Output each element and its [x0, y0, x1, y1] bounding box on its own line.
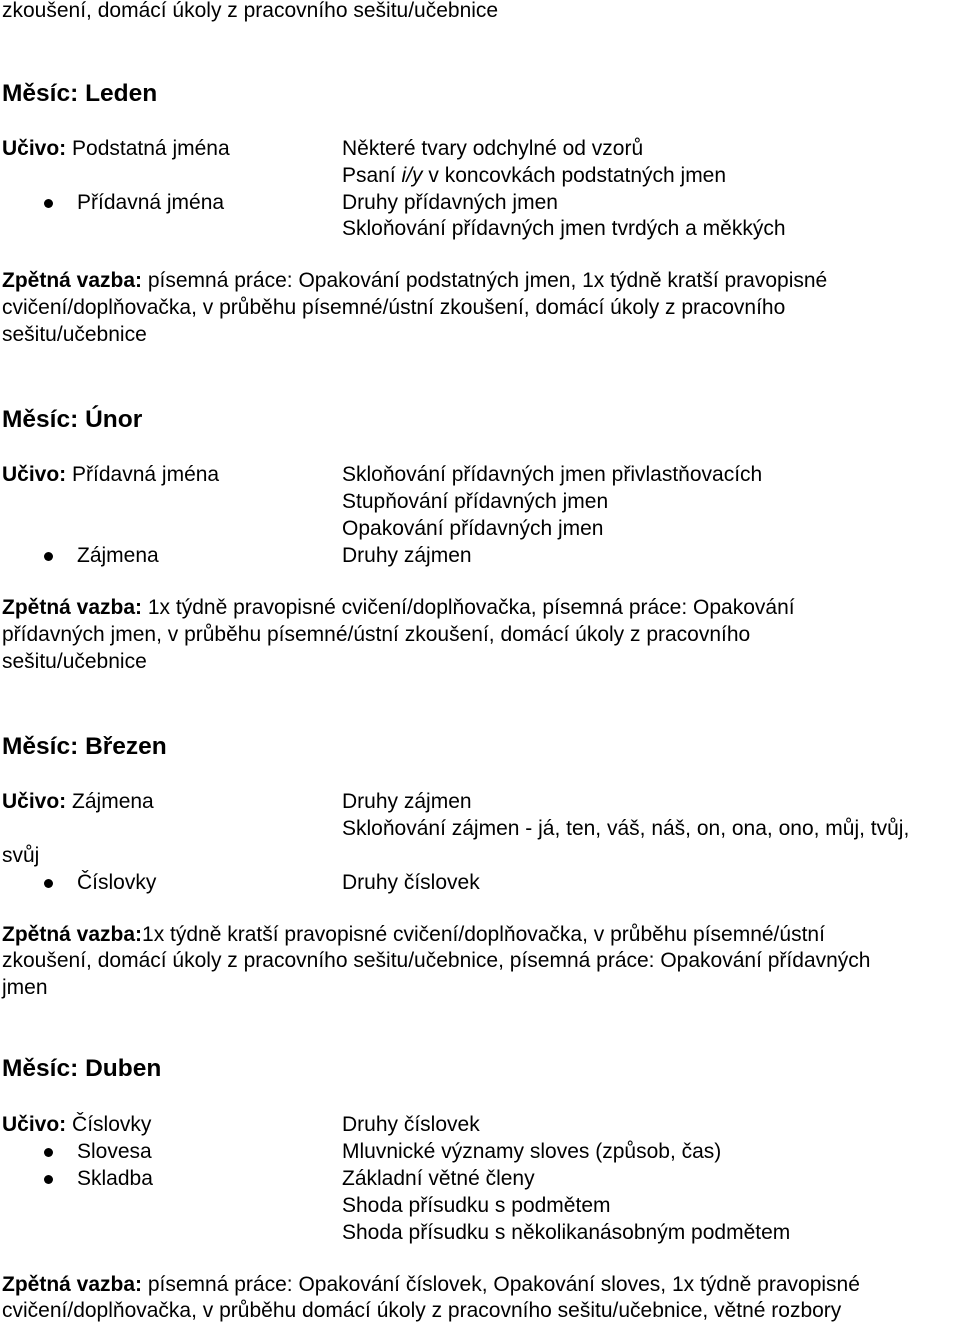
topic-item: Přídavná jména — [72, 463, 220, 486]
feedback-line — [2, 595, 795, 622]
feedback-label: Zpětná vazba: — [2, 269, 143, 292]
curriculum-item: Skloňování přídavných jmen tvrdých a měkkých — [342, 217, 786, 240]
curriculum-item: Základní větné členy — [342, 1167, 535, 1190]
month-heading-unor — [2, 407, 142, 434]
curriculum-item: Druhy zájmen — [342, 790, 472, 813]
feedback-line — [2, 1272, 860, 1299]
month-heading-duben — [2, 1056, 161, 1083]
month-label: Měsíc: — [2, 1055, 79, 1082]
bullet-icon — [44, 879, 53, 888]
topic-line — [2, 1112, 151, 1139]
top-continuation-line: zkoušení, domácí úkoly z pracovního sešitu/učebnice — [2, 0, 499, 22]
month-name: Březen — [85, 733, 167, 760]
feedback-text: přídavných jmen, v průběhu písemné/ústní zkoušení, domácí úkoly z pracovního — [2, 623, 751, 646]
feedback-text: jmen — [2, 976, 48, 999]
topic-label: Učivo: — [2, 1113, 67, 1136]
topic-item: Zájmena — [72, 790, 154, 813]
feedback-text: zkoušení, domácí úkoly z pracovního sešitu/učebnice, písemná práce: Opakování přídavných — [2, 949, 871, 972]
curriculum-item: Mluvnické významy sloves (způsob, čas) — [342, 1140, 722, 1163]
curriculum-italic: i/y — [401, 164, 423, 187]
topic-item: Podstatná jména — [72, 137, 230, 160]
feedback-text: sešitu/učebnice — [2, 650, 147, 673]
feedback-text: sešitu/učebnice — [2, 323, 147, 346]
month-name: Leden — [85, 80, 158, 107]
curriculum-item: Stupňování přídavných jmen — [342, 490, 609, 513]
curriculum-item-wrap: svůj — [2, 844, 40, 867]
month-label: Měsíc: — [2, 733, 79, 760]
curriculum-item: Shoda přísudku s několikanásobným podmětem — [342, 1221, 791, 1244]
curriculum-item: Druhy přídavných jmen — [342, 191, 558, 214]
feedback-text: písemná práce: Opakování číslovek, Opakování sloves, 1x týdně pravopisné — [142, 1273, 860, 1296]
feedback-line — [2, 268, 827, 295]
feedback-line — [2, 922, 825, 949]
feedback-text: písemná práce: Opakování podstatných jmen, 1x týdně kratší pravopisné — [142, 269, 828, 292]
topic-label: Učivo: — [2, 790, 67, 813]
curriculum-item: Skloňování přídavných jmen přivlastňovacích — [342, 463, 763, 486]
feedback-label: Zpětná vazba: — [2, 923, 143, 946]
curriculum-item: Opakování přídavných jmen — [342, 517, 604, 540]
topic-item: Číslovky — [77, 871, 157, 894]
month-name: Duben — [85, 1055, 162, 1082]
curriculum-item: Některé tvary odchylné od vzorů — [342, 137, 644, 160]
curriculum-item: Druhy zájmen — [342, 544, 472, 567]
topic-item: Zájmena — [77, 544, 159, 567]
curriculum-item: Shoda přísudku s podmětem — [342, 1194, 611, 1217]
topic-item: Přídavná jména — [77, 191, 225, 214]
topic-item: Skladba — [77, 1167, 153, 1190]
curriculum-item: Druhy číslovek — [342, 871, 480, 894]
topic-label: Učivo: — [2, 463, 67, 486]
topic-line — [2, 462, 219, 489]
topic-item: Číslovky — [72, 1113, 152, 1136]
curriculum-text: Psaní — [342, 164, 402, 187]
curriculum-text: v koncovkách podstatných jmen — [422, 164, 727, 187]
feedback-label: Zpětná vazba: — [2, 1273, 143, 1296]
month-label: Měsíc: — [2, 80, 79, 107]
bullet-icon — [44, 1148, 53, 1157]
curriculum-item: Druhy číslovek — [342, 1113, 480, 1136]
month-heading-leden — [2, 81, 157, 108]
topic-line — [2, 136, 230, 163]
month-label: Měsíc: — [2, 406, 79, 433]
feedback-text: 1x týdně kratší pravopisné cvičení/doplňovačka, v průběhu písemné/ústní — [142, 923, 825, 946]
feedback-text: cvičení/doplňovačka, v průběhu domácí úkoly z pracovního sešitu/učebnice, větné rozbory — [2, 1299, 842, 1322]
feedback-text: cvičení/doplňovačka, v průběhu písemné/ústní zkoušení, domácí úkoly z pracovního — [2, 296, 786, 319]
bullet-icon — [44, 199, 53, 208]
topic-item: Slovesa — [77, 1140, 152, 1163]
month-heading-brezen — [2, 734, 167, 761]
topic-line — [2, 789, 154, 816]
feedback-label: Zpětná vazba: — [2, 596, 143, 619]
feedback-text: 1x týdně pravopisné cvičení/doplňovačka, písemná práce: Opakování — [142, 596, 795, 619]
curriculum-item: Skloňování zájmen - já, ten, váš, náš, on, ona, ono, můj, tvůj, — [342, 817, 910, 840]
topic-label: Učivo: — [2, 137, 67, 160]
bullet-icon — [44, 552, 53, 561]
month-name: Únor — [85, 406, 143, 433]
curriculum-item — [342, 163, 726, 190]
bullet-icon — [44, 1175, 53, 1184]
